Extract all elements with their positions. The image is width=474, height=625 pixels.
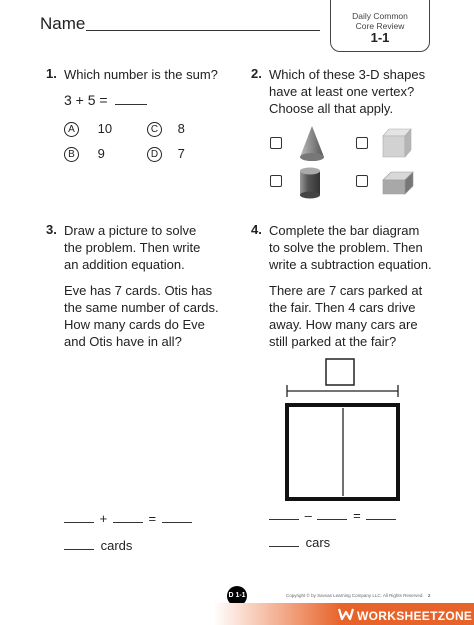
q4-line: write a subtraction equation. bbox=[269, 257, 432, 272]
name-line[interactable] bbox=[86, 30, 320, 31]
q1-text: Which number is the sum? bbox=[64, 67, 218, 82]
q1-option-b[interactable] bbox=[64, 146, 105, 162]
bar-diagram bbox=[284, 356, 402, 502]
copyright-line: Copyright © by Savvas Learning Company LLC. All Rights Reserved. bbox=[286, 593, 424, 598]
q4-story-line: the fair. Then 4 cars drive bbox=[269, 300, 416, 315]
cube-icon bbox=[381, 127, 413, 159]
q3-line: an addition equation. bbox=[64, 257, 185, 272]
q3-equation bbox=[64, 510, 192, 527]
q4-text bbox=[269, 222, 432, 273]
cone-checkbox[interactable] bbox=[270, 137, 282, 149]
q2-line: Choose all that apply. bbox=[269, 101, 394, 116]
option-c-value: 8 bbox=[177, 121, 185, 136]
q1-answer-blank[interactable] bbox=[115, 104, 147, 105]
badge-line-1: Daily Common bbox=[352, 11, 408, 21]
q2-line: Which of these 3-D shapes bbox=[269, 67, 426, 82]
q1-equation-text: 3 + 5 = bbox=[64, 92, 108, 108]
rectangular-prism-icon bbox=[381, 170, 415, 196]
q4-line: to solve the problem. Then bbox=[269, 240, 423, 255]
q4-unit: cars bbox=[305, 535, 331, 550]
equals-sign: = bbox=[353, 508, 361, 523]
page-number: 2 bbox=[427, 593, 431, 598]
plus-sign: + bbox=[99, 511, 108, 526]
q2-line: have at least one vertex? bbox=[269, 84, 415, 99]
bar-diagram-top-box bbox=[326, 359, 354, 385]
q1-option-d[interactable] bbox=[147, 146, 185, 162]
page-badge: D 1-1 bbox=[227, 586, 247, 606]
cone-icon bbox=[297, 124, 327, 164]
q1-option-c[interactable] bbox=[147, 121, 185, 137]
badge-line-2: Core Review bbox=[355, 21, 405, 31]
worksheetzone-logo-icon bbox=[338, 607, 354, 621]
option-c-bubble[interactable]: C bbox=[147, 122, 162, 137]
q2-number: 2. bbox=[251, 66, 262, 81]
option-a-bubble[interactable]: A bbox=[64, 122, 79, 137]
cylinder-checkbox[interactable] bbox=[270, 175, 282, 187]
review-badge bbox=[330, 0, 430, 52]
q3-answer bbox=[64, 537, 132, 554]
q4-answer-blank[interactable] bbox=[269, 546, 299, 547]
q4-story-line: still parked at the fair? bbox=[269, 334, 397, 349]
option-b-value: 9 bbox=[97, 146, 105, 161]
q3-line: the problem. Then write bbox=[64, 240, 201, 255]
q4-line: Complete the bar diagram bbox=[269, 223, 420, 238]
q4-subtrahend-blank[interactable] bbox=[317, 519, 347, 520]
q3-addend-2-blank[interactable] bbox=[113, 522, 143, 523]
option-d-bubble[interactable]: D bbox=[147, 147, 162, 162]
q4-story-line: away. How many cars are bbox=[269, 317, 418, 332]
equals-sign: = bbox=[148, 511, 157, 526]
q3-answer-blank[interactable] bbox=[64, 549, 94, 550]
name-label: Name bbox=[40, 14, 86, 33]
q4-difference-blank[interactable] bbox=[366, 519, 396, 520]
q4-answer bbox=[269, 534, 330, 551]
q3-addend-1-blank[interactable] bbox=[64, 522, 94, 523]
option-a-value: 10 bbox=[97, 121, 113, 136]
q3-story-line: the same number of cards. bbox=[64, 300, 219, 315]
q4-equation bbox=[269, 507, 396, 524]
q4-story-line: There are 7 cars parked at bbox=[269, 283, 423, 298]
cylinder-icon bbox=[297, 166, 323, 200]
q3-story bbox=[64, 282, 219, 350]
q1-number: 1. bbox=[46, 66, 57, 81]
q3-line: Draw a picture to solve bbox=[64, 223, 197, 238]
q3-story-line: Eve has 7 cards. Otis has bbox=[64, 283, 213, 298]
option-b-bubble[interactable]: B bbox=[64, 147, 79, 162]
brand-name: WORKSHEETZONE bbox=[357, 609, 473, 623]
q3-story-line: and Otis have in all? bbox=[64, 334, 182, 349]
q3-number: 3. bbox=[46, 222, 57, 237]
q4-number: 4. bbox=[251, 222, 262, 237]
cube-checkbox[interactable] bbox=[356, 137, 368, 149]
q3-unit: cards bbox=[100, 538, 133, 553]
minus-sign: – bbox=[304, 508, 312, 523]
q3-story-line: How many cards do Eve bbox=[64, 317, 205, 332]
q3-sum-blank[interactable] bbox=[162, 522, 192, 523]
q4-minuend-blank[interactable] bbox=[269, 519, 299, 520]
q4-story bbox=[269, 282, 422, 350]
prism-checkbox[interactable] bbox=[356, 175, 368, 187]
q1-equation bbox=[64, 92, 147, 109]
q2-text bbox=[269, 66, 425, 117]
q1-option-a[interactable] bbox=[64, 121, 112, 137]
option-d-value: 7 bbox=[177, 146, 185, 161]
copyright-text bbox=[286, 593, 430, 598]
badge-number: 1-1 bbox=[370, 30, 390, 45]
q3-text bbox=[64, 222, 200, 273]
